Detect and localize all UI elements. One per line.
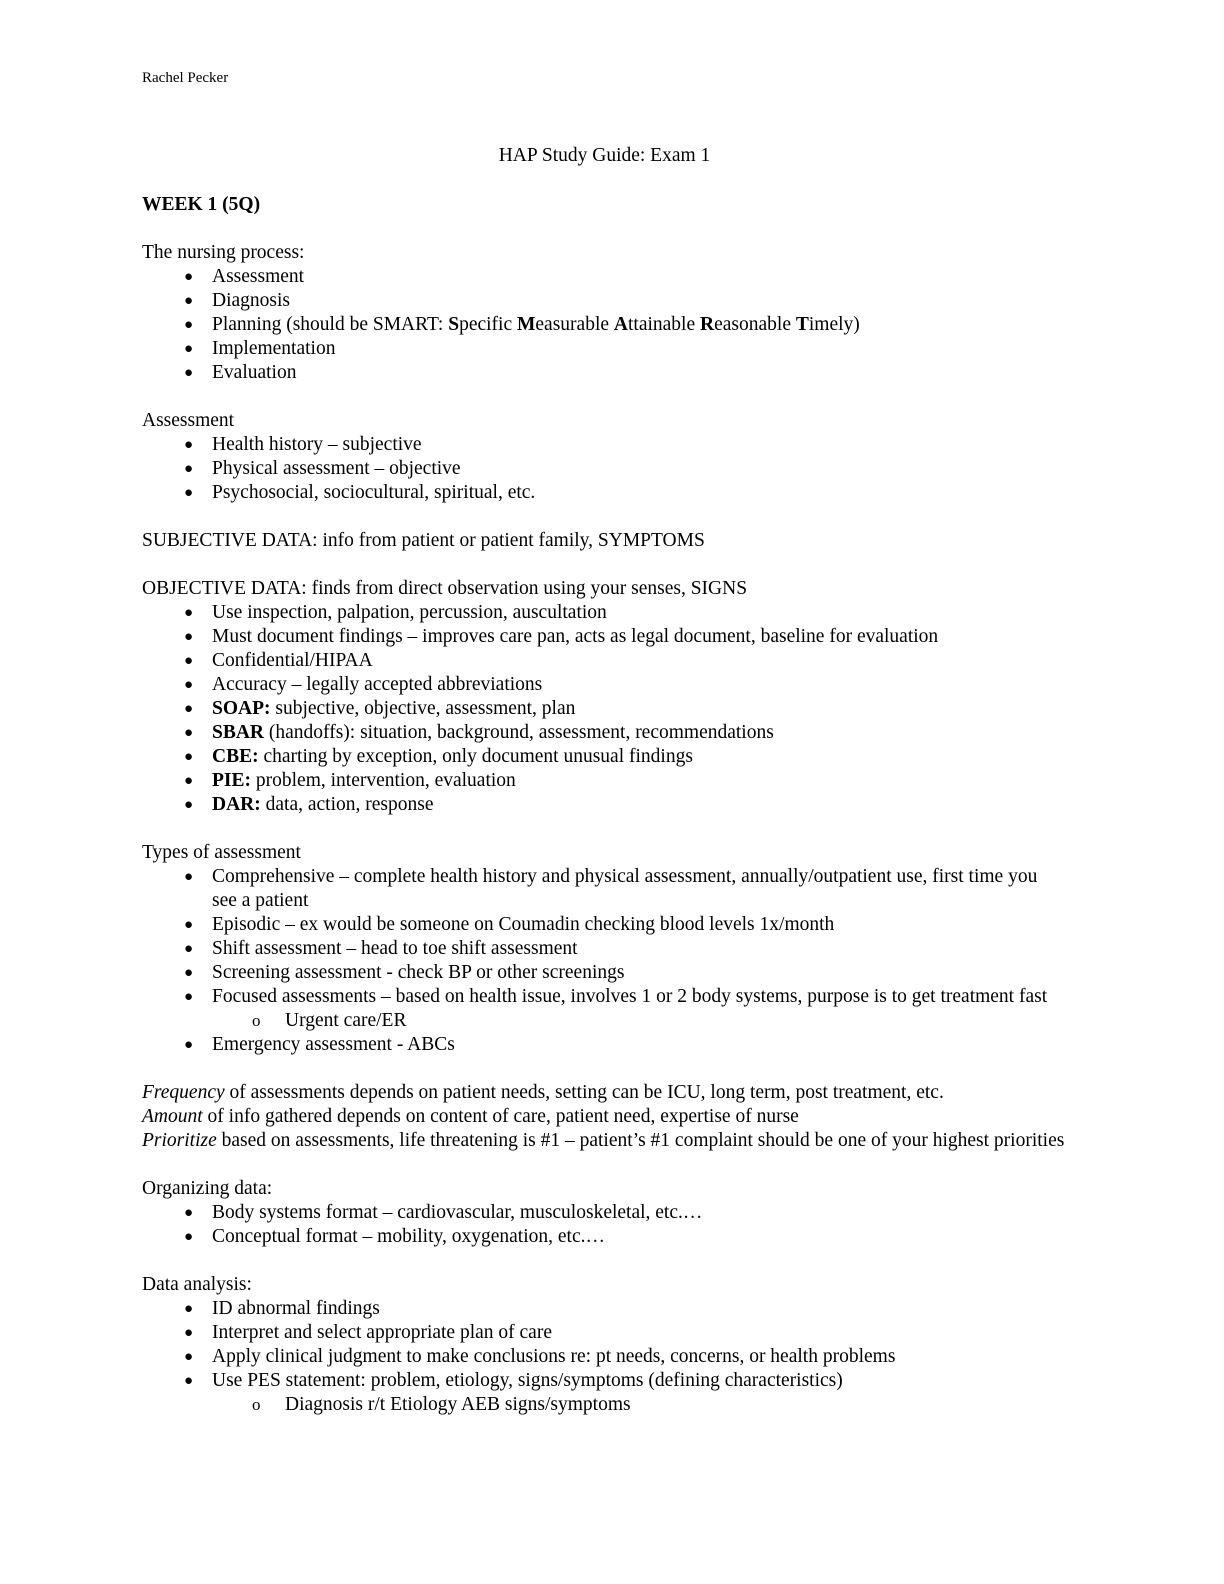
list-item-label: Implementation [212,338,336,359]
list-item-label: Episodic – ex would be someone on Coumadin checking blood levels 1x/month [212,914,835,935]
sub-list-item [142,1009,1067,1033]
assessment-lead: Assessment [142,410,235,431]
list-item-label: Diagnosis [212,290,290,311]
list-item [142,457,1067,481]
list-item-label: Comprehensive – complete health history and physical assessment, annually/outpatient use, first time you see a patient [212,866,1038,911]
sub-list-item [142,1393,1067,1417]
amount-line: Amount of info gathered depends on content of care, patient need, expertise of nurse [142,1106,799,1127]
bullet-icon: ● [184,437,194,453]
types-of-assessment-list [142,865,1067,1009]
bullet-icon: ● [184,341,194,357]
list-item-label: Must document findings – improves care pan, acts as legal document, baseline for evaluation [212,626,939,647]
list-item [142,1321,1067,1345]
nursing-process-lead: The nursing process: [142,242,305,263]
data-analysis-list [142,1297,1067,1393]
list-item-label: Assessment [212,266,305,287]
list-item-pie [142,769,1067,793]
list-item [142,1201,1067,1225]
list-item-label: Health history – subjective [212,434,422,455]
list-item-label: CBE: charting by exception, only document unusual findings [212,746,693,767]
list-item-label: Psychosocial, sociocultural, spiritual, etc. [212,482,536,503]
list-item [142,337,1067,361]
list-item-soap [142,697,1067,721]
bullet-icon: ● [184,677,194,693]
bullet-icon: ● [184,461,194,477]
list-item [142,865,1067,913]
list-item-label: Interpret and select appropriate plan of care [212,1322,552,1343]
types-of-assessment-list-continued [142,1033,1067,1057]
bullet-icon: ● [184,485,194,501]
list-item [142,1297,1067,1321]
assessment-list [142,433,1067,505]
bullet-icon: ● [184,1373,194,1389]
list-item [142,913,1067,937]
list-item-sbar [142,721,1067,745]
list-item-label: Conceptual format – mobility, oxygenation, etc.… [212,1226,605,1247]
sub-list-item-label: Diagnosis r/t Etiology AEB signs/symptoms [285,1394,631,1415]
list-item [142,361,1067,385]
bullet-icon: ● [184,869,194,885]
bullet-icon: ● [184,605,194,621]
list-item-label: SOAP: subjective, objective, assessment, plan [212,698,576,719]
bullet-icon: ● [184,797,194,813]
bullet-icon: ● [184,293,194,309]
list-item-label: Body systems format – cardiovascular, musculoskeletal, etc.… [212,1202,703,1223]
types-of-assessment-lead: Types of assessment [142,842,301,863]
bullet-icon: ● [184,917,194,933]
list-item [142,1345,1067,1369]
bullet-icon: ● [184,1325,194,1341]
bullet-icon: ● [184,965,194,981]
page-title: HAP Study Guide: Exam 1 [498,145,711,166]
list-item-label: Use inspection, palpation, percussion, auscultation [212,602,607,623]
sub-list-item-label: Urgent care/ER [285,1010,407,1031]
sub-bullet-icon: o [252,1395,261,1414]
list-item-label: SBAR (handoffs): situation, background, assessment, recommendations [212,722,774,743]
list-item-label: Accuracy – legally accepted abbreviations [212,674,543,695]
list-item-label: Emergency assessment - ABCs [212,1034,455,1055]
list-item [142,265,1067,289]
bullet-icon: ● [184,989,194,1005]
list-item [142,625,1067,649]
sub-bullet-icon: o [252,1011,261,1030]
bullet-icon: ● [184,1205,194,1221]
bullet-icon: ● [184,773,194,789]
organizing-data-list [142,1201,1067,1249]
list-item [142,1033,1067,1057]
frequency-line: Frequency of assessments depends on patient needs, setting can be ICU, long term, post treatment, etc. [142,1082,944,1103]
bullet-icon: ● [184,365,194,381]
list-item [142,673,1067,697]
list-item [142,937,1067,961]
list-item [142,481,1067,505]
list-item [142,961,1067,985]
document-content [142,68,1067,1417]
list-item [142,649,1067,673]
list-item-dar [142,793,1067,817]
bullet-icon: ● [184,749,194,765]
bullet-icon: ● [184,629,194,645]
list-item-label: Shift assessment – head to toe shift assessment [212,938,578,959]
bullet-icon: ● [184,317,194,333]
list-item-pes [142,1369,1067,1393]
bullet-icon: ● [184,701,194,717]
organizing-data-lead: Organizing data: [142,1178,273,1199]
list-item-label: DAR: data, action, response [212,794,434,815]
pes-sub-list [142,1393,1067,1417]
list-item [142,1225,1067,1249]
list-item-focused [142,985,1067,1009]
list-item-label: ID abnormal findings [212,1298,380,1319]
bullet-icon: ● [184,941,194,957]
list-item-planning [142,313,1067,337]
data-analysis-lead: Data analysis: [142,1274,252,1295]
list-item [142,289,1067,313]
list-item-label: Evaluation [212,362,297,383]
list-item [142,433,1067,457]
objective-data-list [142,601,1067,817]
list-item-label: Physical assessment – objective [212,458,461,479]
list-item-label: Focused assessments – based on health issue, involves 1 or 2 body systems, purpose is to get treatment fast [212,986,1048,1007]
bullet-icon: ● [184,1037,194,1053]
document-author: Rachel Pecker [142,70,229,86]
focused-sub-list [142,1009,1067,1033]
list-item [142,601,1067,625]
list-item-label: Use PES statement: problem, etiology, signs/symptoms (defining characteristics) [212,1370,843,1391]
objective-data-lead: OBJECTIVE DATA: finds from direct observation using your senses, SIGNS [142,578,748,599]
bullet-icon: ● [184,1229,194,1245]
bullet-icon: ● [184,269,194,285]
bullet-icon: ● [184,1301,194,1317]
list-item-label: Screening assessment - check BP or other screenings [212,962,625,983]
list-item-label: PIE: problem, intervention, evaluation [212,770,516,791]
section-heading-week-1: WEEK 1 (5Q) [142,194,261,215]
prioritize-line: Prioritize based on assessments, life threatening is #1 – patient’s #1 complaint should be one of your highest priorities [142,1130,1065,1151]
subjective-data-text: SUBJECTIVE DATA: info from patient or patient family, SYMPTOMS [142,530,705,551]
bullet-icon: ● [184,653,194,669]
list-item-label: Confidential/HIPAA [212,650,373,671]
bullet-icon: ● [184,1349,194,1365]
list-item-label: Planning (should be SMART: Specific Measurable Attainable Reasonable Timely) [212,314,860,335]
list-item-label: Apply clinical judgment to make conclusions re: pt needs, concerns, or health problems [212,1346,896,1367]
list-item-cbe [142,745,1067,769]
bullet-icon: ● [184,725,194,741]
nursing-process-list [142,265,1067,385]
